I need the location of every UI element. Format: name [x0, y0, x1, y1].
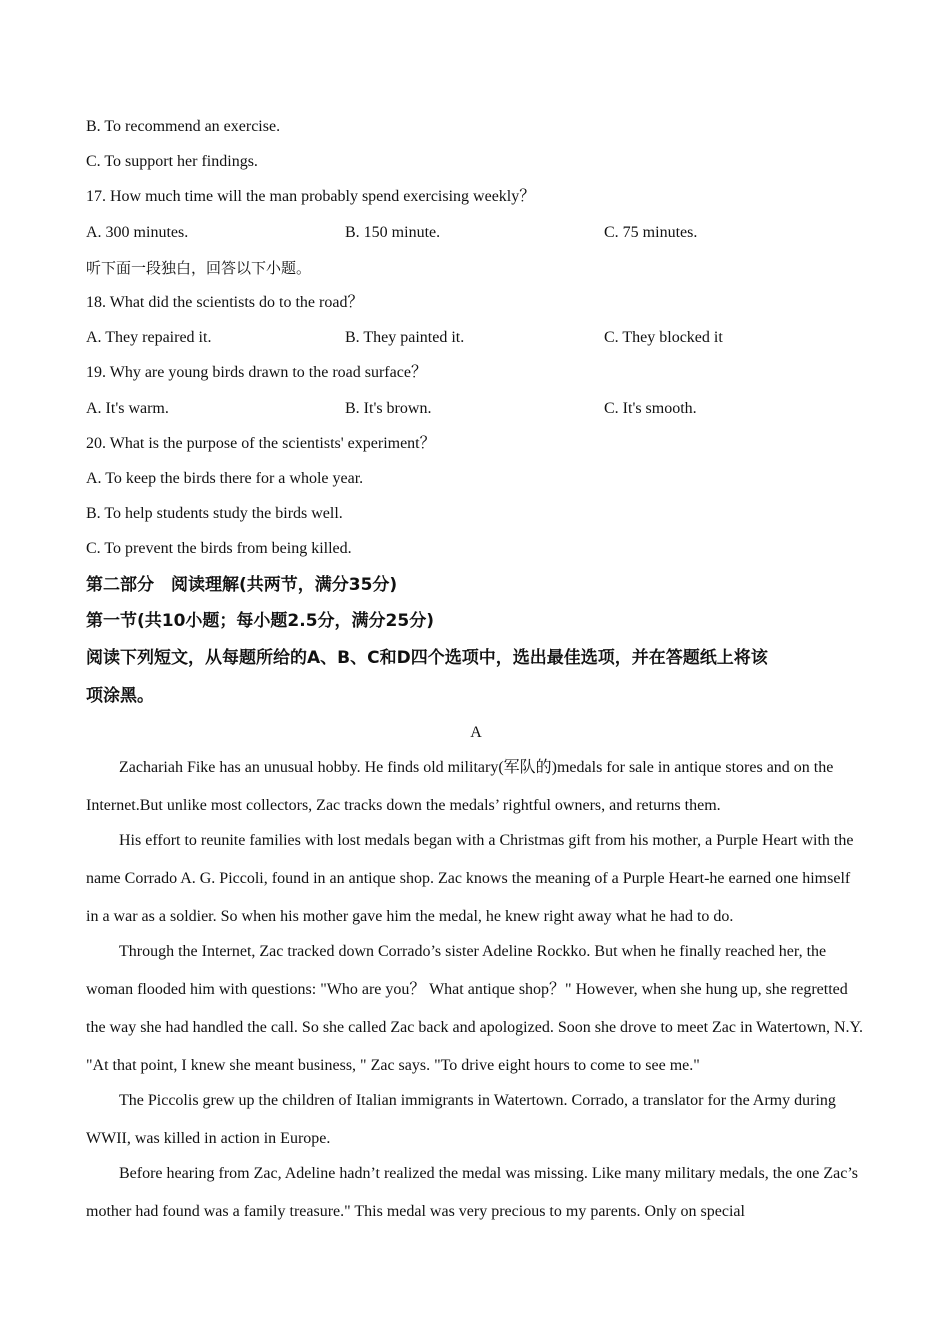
- q18-option-c: C. They blocked it: [604, 329, 723, 346]
- q17-option-c: C. 75 minutes.: [604, 224, 698, 241]
- q16-option-b: B. To recommend an exercise.: [86, 118, 281, 135]
- q17-option-a: A. 300 minutes.: [86, 224, 189, 241]
- q19-option-b: B. It's brown.: [345, 400, 432, 417]
- part2-heading: 第二部分 阅读理解(共两节，满分35分): [86, 575, 398, 595]
- q18-option-b: B. They painted it.: [345, 329, 465, 346]
- section1-heading: 第一节(共10小题；每小题2.5分，满分25分): [86, 611, 434, 631]
- reading-instruction-line2: 项涂黑。: [86, 686, 154, 706]
- monologue-instruction: 听下面一段独白，回答以下小题。: [86, 259, 312, 277]
- passage-paragraph-4: The Piccolis grew up the children of Italian immigrants in Watertown. Corrado, a translator for the Army during WWII, was killed in action in Europe.: [86, 1092, 836, 1147]
- q19-option-c: C. It's smooth.: [604, 400, 697, 417]
- passage-paragraph-1: Zachariah Fike has an unusual hobby. He finds old military(军队的)medals for sale in antique stores and on the Internet.But unlike most collectors, Zac tracks down the medals’ rightful owners, and returns them.: [86, 759, 834, 814]
- q17-stem: 17. How much time will the man probably spend exercising weekly？: [86, 188, 536, 205]
- passage-paragraph-3: Through the Internet, Zac tracked down Corrado’s sister Adeline Rockko. But when he finally reached her, the woman flooded him with questions: "Who are you？ What antique shop？" However, when she hung up, she regretted the way she had handled the call. So she called Zac back and apologized. Soon she drove to meet Zac in Watertown, N.Y. "At that point, I knew she meant business, " Zac says. "To drive eight hours to come to see me.": [86, 943, 863, 1074]
- q19-stem: 19. Why are young birds drawn to the road surface？: [86, 364, 427, 381]
- q20-option-b: B. To help students study the birds well.: [86, 505, 343, 522]
- reading-instruction-line1: 阅读下列短文，从每题所给的A、B、C和D四个选项中，选出最佳选项，并在答题纸上将该: [86, 648, 768, 668]
- q20-option-c: C. To prevent the birds from being killed.: [86, 540, 352, 557]
- q17-option-b: B. 150 minute.: [345, 224, 441, 241]
- q19-option-a: A. It's warm.: [86, 400, 169, 417]
- passage-label: A: [470, 724, 482, 741]
- q16-option-c: C. To support her findings.: [86, 153, 258, 170]
- q18-stem: 18. What did the scientists do to the road？: [86, 294, 364, 311]
- passage-paragraph-2: His effort to reunite families with lost medals began with a Christmas gift from his mother, a Purple Heart with the name Corrado A. G. Piccoli, found in an antique shop. Zac knows the meaning of a Purple Heart-he earned one himself in a war as a soldier. So when his mother gave him the medal, he knew right away what he had to do.: [86, 832, 854, 925]
- q18-option-a: A. They repaired it.: [86, 329, 212, 346]
- q20-option-a: A. To keep the birds there for a whole year.: [86, 470, 364, 487]
- q20-stem: 20. What is the purpose of the scientists' experiment？: [86, 435, 436, 452]
- passage-paragraph-5: Before hearing from Zac, Adeline hadn’t realized the medal was missing. Like many military medals, the one Zac’s mother had found was a family treasure." This medal was very precious to my parents. Only on special: [86, 1165, 859, 1220]
